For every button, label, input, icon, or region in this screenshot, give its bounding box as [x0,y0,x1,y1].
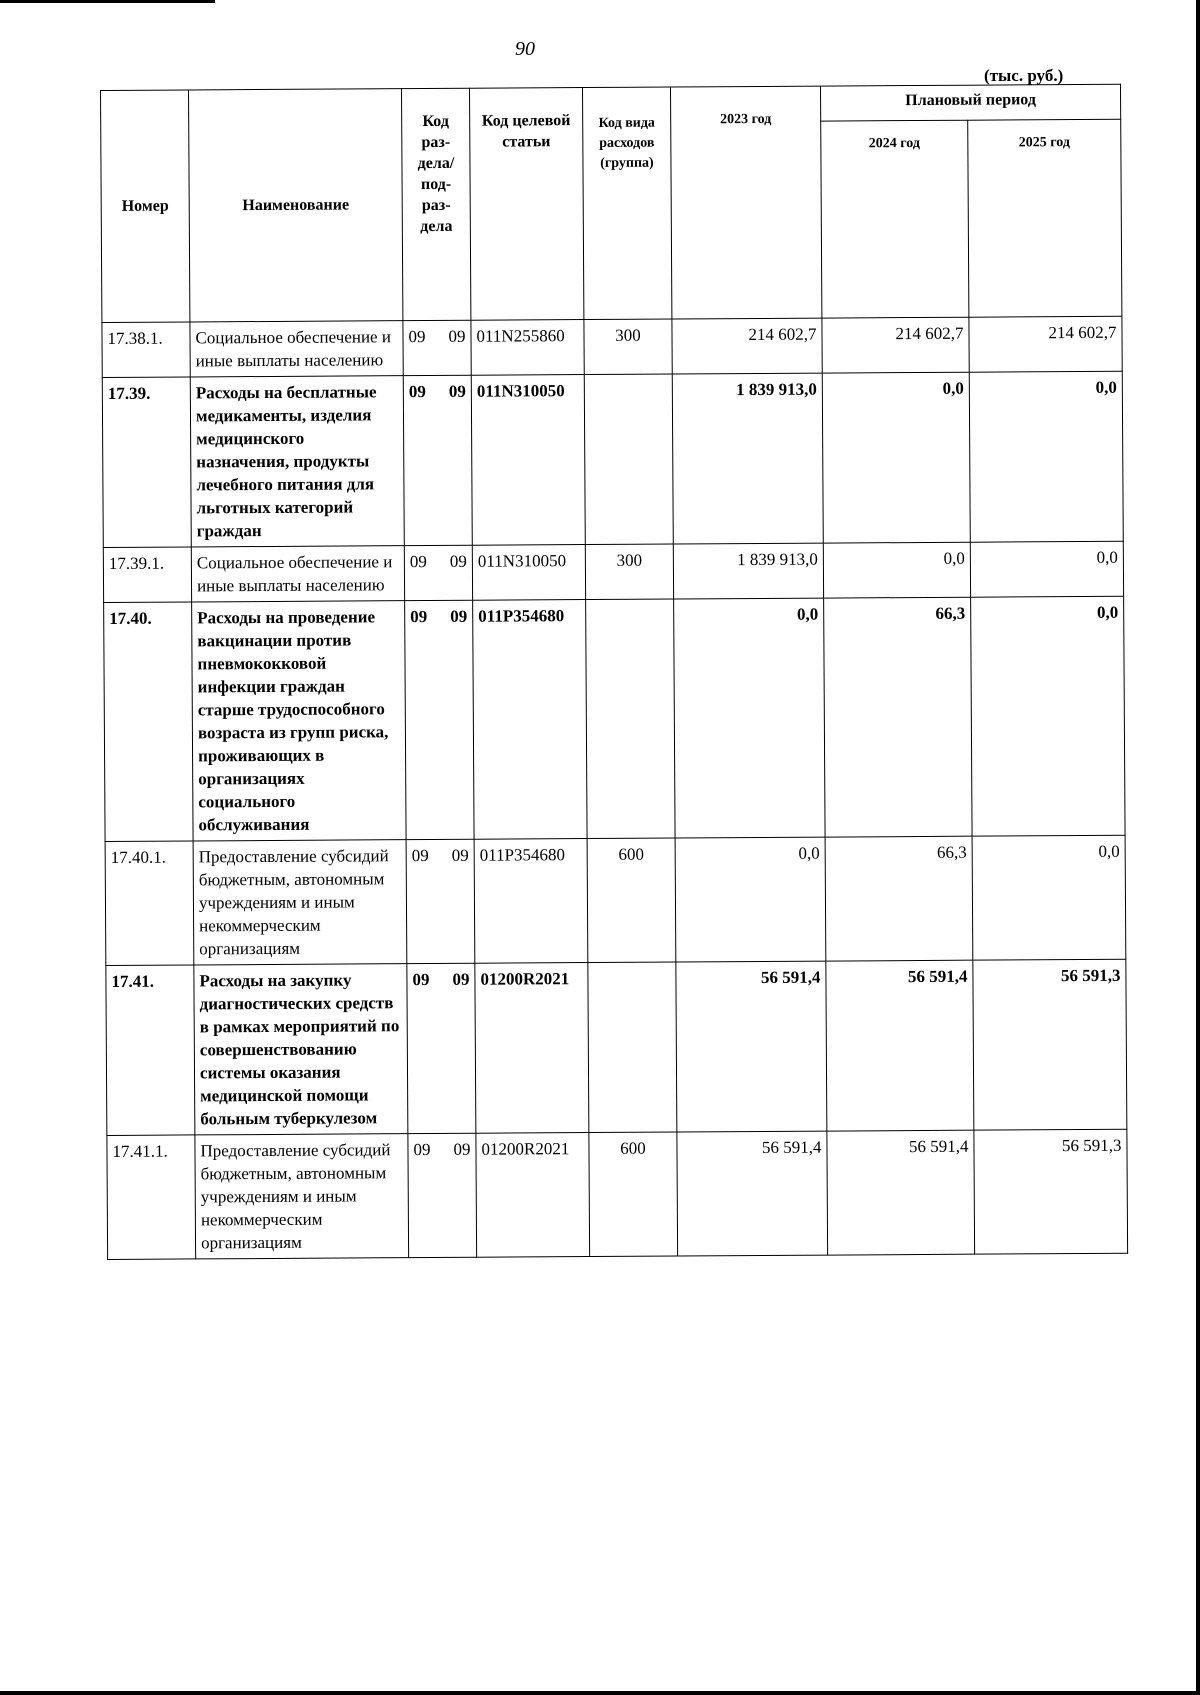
header-expense-type: Код вида расходов (группа) [582,87,671,320]
row-podrazdel: 09 [448,326,466,346]
row-target-code: 011Р354680 [474,839,588,964]
row-podrazdel: 09 [451,845,469,865]
row-section-code [406,839,475,963]
row-number: 17.40. [104,602,193,842]
row-expense-type: 600 [589,1132,678,1257]
budget-table [100,84,1128,1260]
row-2024: 0,0 [822,372,970,543]
row-2025: 0,0 [970,541,1123,597]
header-number: Номер [101,90,190,323]
row-2023: 214 602,7 [672,318,822,374]
row-razdel: 09 [408,327,426,347]
row-expense-type [586,599,675,839]
row-2023: 0,0 [675,837,826,962]
header-name: Наименование [189,89,403,322]
row-razdel: 09 [408,382,426,402]
table-body [102,316,1128,1259]
row-expense-type [584,374,673,545]
row-name: Расходы на закупку диагностических средств в рамках мероприятий по совершенствованию системы оказания медицинской помощи больным туберкулезом [194,964,408,1135]
row-name: Предоставление субсидий бюджетным, автономным учреждениям и иным некоммерческим организациям [193,840,407,965]
row-2025: 0,0 [971,596,1125,836]
row-number: 17.39. [102,377,191,548]
row-target-code: 01200R2021 [476,1133,590,1258]
row-2025: 0,0 [969,371,1123,542]
row-section-code [405,600,474,839]
row-2023: 1 839 913,0 [672,373,823,544]
row-section-code [404,545,472,600]
row-razdel: 09 [413,1140,431,1160]
row-name: Социальное обеспечение и иные выплаты населению [190,321,403,377]
scan-right-edge [1196,0,1200,1695]
row-2023: 0,0 [674,598,825,838]
row-2024: 214 602,7 [822,317,969,373]
row-podrazdel: 09 [452,969,470,989]
row-section-code [408,1133,477,1257]
table-row [107,1129,1128,1259]
row-target-code: 01200R2021 [475,963,589,1134]
row-name: Социальное обеспечение и иные выплаты населению [191,546,404,602]
row-razdel: 09 [412,970,430,990]
row-podrazdel: 09 [449,551,467,571]
row-razdel: 09 [411,846,429,866]
table-row [102,316,1122,377]
scan-bottom-edge [0,1691,1200,1695]
table-row [106,959,1127,1135]
row-number: 17.41.1. [107,1135,196,1260]
row-name: Расходы на бесплатные медикаменты, изделия медицинского назначения, продукты лечебного питания для льготных категорий граждан [190,376,404,547]
table-row [103,541,1123,602]
row-target-code: 011N310050 [472,545,585,601]
header-year-2025: 2025 год [968,119,1122,317]
row-razdel: 09 [410,607,428,627]
page-number: 90 [515,38,535,60]
row-target-code: 011N310050 [471,375,585,546]
header-year-2023: 2023 год [670,86,821,319]
row-2024: 56 591,4 [826,960,974,1131]
row-expense-type: 600 [587,838,676,963]
row-target-code: 011N255860 [471,320,584,376]
row-expense-type: 300 [584,319,672,375]
row-section-code [403,375,472,545]
row-2025: 56 591,3 [973,959,1127,1130]
row-name: Расходы на проведение вакцинации против пневмококковой инфекции граждан старше трудоспособного возраста из групп риска, проживающих в организациях социального обслуживания [192,601,406,841]
row-podrazdel: 09 [453,1139,471,1159]
row-razdel: 09 [409,552,427,572]
header-section-code: Код раз-дела/ под-раз-дела [401,88,470,320]
row-2024: 66,3 [824,597,972,837]
table-row [105,835,1126,965]
row-2023: 56 591,4 [677,1131,828,1256]
row-section-code [407,963,476,1133]
row-2024: 0,0 [823,542,970,598]
row-name: Предоставление субсидий бюджетным, автономным учреждениям и иным некоммерческим организациям [195,1134,409,1259]
row-podrazdel: 09 [450,606,468,626]
row-section-code [403,320,471,375]
row-expense-type: 300 [585,544,673,600]
row-2023: 56 591,4 [676,961,827,1132]
row-2024: 66,3 [825,836,973,961]
units-label: (тыс. руб.) [984,66,1064,85]
row-number: 17.39.1. [103,547,191,603]
row-number: 17.38.1. [102,322,190,378]
row-2025: 214 602,7 [969,316,1122,372]
header-year-2024: 2024 год [821,120,969,318]
row-2023: 1 839 913,0 [673,543,823,599]
row-2024: 56 591,4 [827,1130,975,1255]
row-expense-type [588,962,677,1133]
row-number: 17.40.1. [105,841,194,966]
row-2025: 0,0 [972,835,1126,960]
table-row [104,596,1125,841]
scan-edge-mark [0,0,215,3]
row-2025: 56 591,3 [974,1129,1128,1254]
header-planned-period: Плановый период [820,84,1120,121]
header-target-code: Код целевой статьи [469,88,583,321]
row-target-code: 011Р354680 [473,600,587,840]
row-podrazdel: 09 [448,381,466,401]
table-row [102,371,1123,547]
row-number: 17.41. [106,965,195,1136]
